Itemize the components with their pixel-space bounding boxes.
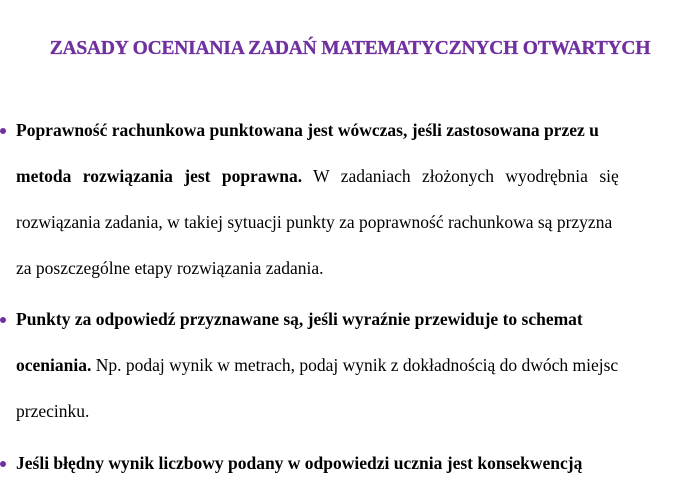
rule-1-line-1-bold: Poprawność rachunkowa punktowana jest wówczas, jeśli zastosowana przez u bbox=[16, 120, 599, 140]
rule-3-line-1 bbox=[16, 452, 582, 474]
rule-1-line-2-text: W zadaniach złożonych wyodrębnia się bbox=[302, 166, 619, 186]
rule-1-line-3 bbox=[16, 211, 612, 233]
bullet-rule-3 bbox=[0, 461, 6, 467]
bullet-rule-1 bbox=[0, 128, 6, 134]
rule-1-line-4-text: za poszczególne etapy rozwiązania zadania. bbox=[16, 258, 324, 278]
rule-1-line-2 bbox=[16, 165, 619, 187]
rule-2-line-1 bbox=[16, 308, 583, 330]
bullet-rule-2 bbox=[0, 317, 6, 323]
rule-2-line-2-bold: oceniania. bbox=[16, 355, 92, 375]
rule-1-line-4 bbox=[16, 257, 324, 279]
rule-1-line-3-text: rozwiązania zadania, w takiej sytuacji punkty za poprawność rachunkowa są przyzna bbox=[16, 212, 613, 232]
document-title: ZASADY OCENIANIA ZADAŃ MATEMATYCZNYCH OTWARTYCH bbox=[49, 38, 651, 59]
rule-2-line-3 bbox=[16, 400, 89, 422]
rule-2-line-1-bold: Punkty za odpowiedź przyznawane są, jeśli wyraźnie przewiduje to schemat bbox=[16, 309, 583, 329]
rule-2-line-2 bbox=[16, 354, 618, 376]
rule-1-line-1 bbox=[16, 119, 599, 141]
rule-3-line-1-bold: Jeśli błędny wynik liczbowy podany w odpowiedzi ucznia jest konsekwencją bbox=[16, 453, 583, 473]
rule-2-line-3-text: przecinku. bbox=[16, 401, 90, 421]
rule-2-line-2-text: Np. podaj wynik w metrach, podaj wynik z dokładnością do dwóch miejsc bbox=[91, 355, 619, 375]
rule-1-line-2-bold: metoda rozwiązania jest poprawna. bbox=[16, 166, 303, 186]
